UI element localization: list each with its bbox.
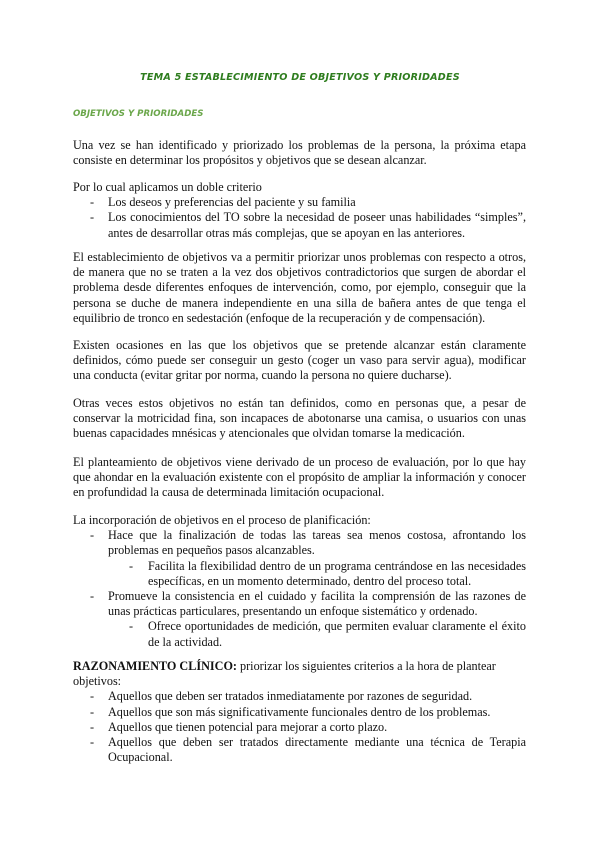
bullet-dash: - [90, 735, 95, 750]
list-item [73, 589, 526, 619]
list-item-text: Los deseos y preferencias del paciente y su familia [108, 195, 356, 210]
planning-list [73, 513, 526, 650]
bullet-dash: - [90, 195, 95, 210]
list-item-text: Aquellos que son más significativamente funcionales dentro de los problemas. [108, 704, 491, 719]
bullet-dash: - [90, 719, 95, 734]
list-item [73, 735, 526, 765]
planning-lead: La incorporación de objetivos en el proceso de planificación: [73, 513, 371, 527]
paragraph-intro: Una vez se han identificado y priorizado los problemas de la persona, la próxima etapa consiste en determinar los propósitos y objetivos que se desean alcanzar. [73, 138, 526, 168]
bullet-dash: - [129, 558, 134, 573]
paragraph-establishment: El establecimiento de objetivos va a permitir priorizar unos problemas con respecto a otros, de manera que no se traten a la vez dos objetivos contradictorios que surgen de abordar el problema desde diferentes enfoques de intervención, como, por ejemplo, conseguir que la persona se duche de manera independiente en una silla de bañera antes de que tenga el equilibrio de tronco en sedestación (enfoque de la recuperación y de compensación). [73, 250, 526, 325]
bullet-dash: - [90, 689, 95, 704]
paragraph-undefined-goals: Otras veces estos objetivos no están tan definidos, como en personas que, a pesar de conservar la motricidad fina, son incapaces de abotonarse una camisa, o usuarios con unas buenas capacidades mnésicas y atencionales que olvidan tomarse la medicación. [73, 396, 526, 441]
list-item-text: Los conocimientos del TO sobre la necesidad de poseer unas habilidades “simples”, antes de desarrollar otras más complejas, que se apoyan en las anteriores. [108, 210, 526, 240]
list-item-text: Aquellos que deben ser tratados directamente mediante una técnica de Terapia Ocupacional. [108, 735, 526, 765]
section-heading: OBJETIVOS Y PRIORIDADES [73, 109, 204, 119]
clinical-lead [73, 659, 526, 689]
bullet-dash: - [90, 589, 95, 604]
clinical-lead-text: priorizar los siguientes criterios a la hora de plantear objetivos: [73, 659, 496, 689]
list-item-text: Hace que la finalización de todas las tareas sea menos costosa, afrontando los problemas en pequeños pasos alcanzables. [108, 528, 526, 558]
sub-list-item-text: Ofrece oportunidades de medición, que permiten evaluar claramente el éxito de la actividad. [148, 619, 526, 649]
criteria-list [73, 180, 526, 241]
list-item [73, 705, 526, 720]
list-item [73, 195, 526, 210]
bullet-dash: - [90, 704, 95, 719]
list-item-text: Aquellos que tienen potencial para mejorar a corto plazo. [108, 719, 388, 734]
sub-list-item-text: Facilita la flexibilidad dentro de un programa centrándose en las necesidades específicas, en un momento determinado, dentro del proceso total. [148, 558, 526, 588]
clinical-reasoning-list [73, 659, 526, 765]
clinical-lead-label: RAZONAMIENTO CLÍNICO: [73, 659, 237, 673]
list-item-text: Promueve la consistencia en el cuidado y facilita la comprensión de las razones de unas prácticas particulares, presentando un enfoque sistemático y ordenado. [108, 589, 526, 619]
list-item [73, 689, 526, 704]
bullet-dash: - [129, 619, 134, 634]
bullet-dash: - [90, 528, 95, 543]
list-item [73, 720, 526, 735]
criteria-lead: Por lo cual aplicamos un doble criterio [73, 180, 262, 194]
paragraph-defined-goals: Existen ocasiones en las que los objetivos que se pretende alcanzar están claramente definidos, cómo puede ser conseguir un gesto (coger un vaso para servir agua), modificar una conducta (evitar gritar por norma, cuando la persona no quiere ducharse). [73, 338, 526, 383]
document-title: TEMA 5 ESTABLECIMIENTO DE OBJETIVOS Y PRIORIDADES [140, 72, 460, 83]
paragraph-evaluation: El planteamiento de objetivos viene derivado de un proceso de evaluación, por lo que hay que ahondar en la evaluación existente con el propósito de ampliar la información y conocer en profundidad la causa de determinada limitación ocupacional. [73, 455, 526, 500]
list-item [73, 528, 526, 558]
sub-list-item [73, 559, 526, 589]
sub-list-item [73, 619, 526, 649]
list-item-text: Aquellos que deben ser tratados inmediatamente por razones de seguridad. [108, 689, 473, 704]
list-item [73, 210, 526, 240]
bullet-dash: - [90, 210, 95, 225]
